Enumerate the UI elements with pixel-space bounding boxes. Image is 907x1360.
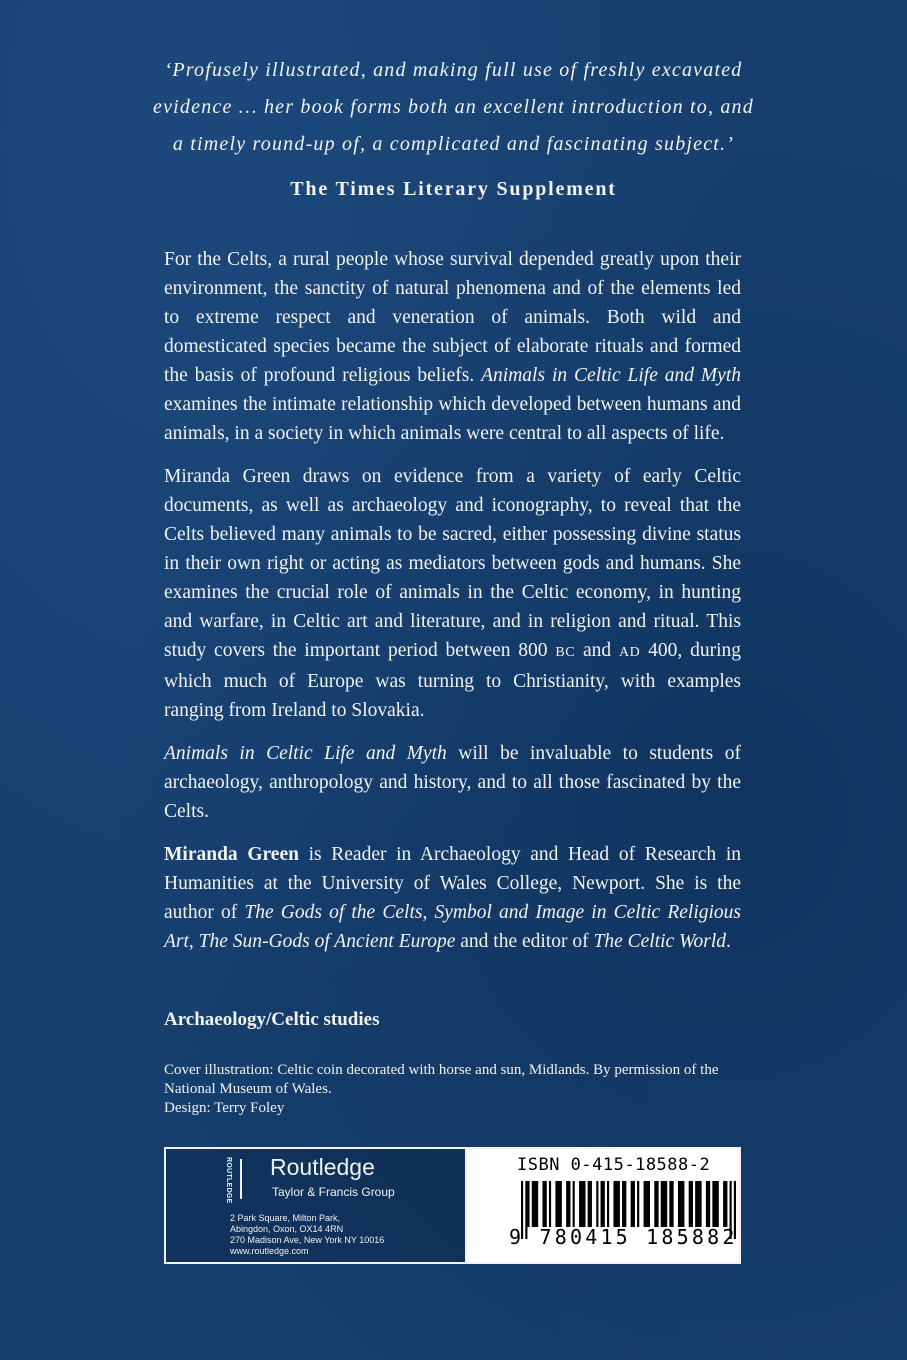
book-title: The Celtic World <box>593 931 727 952</box>
quote-line: ‘Profusely illustrated, and making full use of freshly excavated <box>164 59 743 81</box>
book-title: Animals in Celtic Life and Myth <box>164 743 447 764</box>
barcode-bar <box>543 1181 547 1227</box>
text: examines the intimate relationship which developed between humans and animals, in a society in which animals were central to all aspects of life. <box>164 394 741 444</box>
address-line: 2 Park Square, Milton Park, <box>230 1213 341 1223</box>
barcode-bar <box>689 1181 693 1227</box>
barcode-bar <box>723 1181 727 1227</box>
text: . <box>726 931 731 952</box>
publisher-barcode-band <box>164 1147 741 1264</box>
blurb-paragraph-3 <box>164 739 741 826</box>
barcode-bar <box>669 1181 673 1227</box>
text: is Reader in Archaeology and Head of Research in Humanities at the University of Wales College, Newport. She is the author of <box>164 844 741 923</box>
barcode-bar <box>579 1181 585 1227</box>
address-line: 270 Madison Ave, New York NY 10016 <box>230 1235 385 1245</box>
barcode-bar <box>654 1181 658 1227</box>
review-quote <box>150 52 757 163</box>
barcode-bar <box>566 1181 570 1227</box>
publisher-name: Routledge <box>270 1154 375 1180</box>
isbn-label: ISBN 0-415-18588-2 <box>517 1155 711 1175</box>
text: and <box>575 640 619 661</box>
barcode-block <box>467 1149 739 1262</box>
barcode-bar <box>601 1181 605 1227</box>
barcode-bar <box>706 1181 710 1227</box>
book-title: The Sun-Gods of Ancient Europe <box>198 931 456 952</box>
publisher-logo-rule <box>240 1159 242 1199</box>
barcode-bar <box>637 1181 639 1227</box>
barcode-bar <box>555 1181 561 1227</box>
barcode-bar <box>695 1181 701 1227</box>
barcode-bar <box>613 1181 619 1227</box>
barcode-bar <box>573 1181 575 1227</box>
blurb <box>164 245 741 970</box>
book-title: Symbol and Image in Celtic Religious Art <box>164 902 742 952</box>
quote-source: The Times Literary Supplement <box>290 178 617 200</box>
barcode-bar <box>588 1181 592 1227</box>
barcode-bar <box>712 1181 718 1227</box>
ean-number: 9 780415 185882 <box>509 1225 738 1249</box>
barcode-bar <box>622 1181 626 1227</box>
author-name: Miranda Green <box>164 844 299 865</box>
era-label: AD <box>618 645 641 660</box>
publisher-address <box>230 1213 384 1257</box>
barcode-bar <box>661 1181 667 1227</box>
barcode-bar <box>532 1181 538 1227</box>
publisher-block <box>166 1149 467 1262</box>
text: 400, during which much of Europe was turning to Christianity, with examples ranging from Ireland to Slovakia. <box>164 640 742 721</box>
barcode-bar <box>644 1181 650 1227</box>
credits <box>164 1061 754 1118</box>
text: , <box>188 931 199 952</box>
text: and the editor of <box>455 931 594 952</box>
book-title: Animals in Celtic Life and Myth <box>481 365 741 386</box>
era-label: BC <box>555 645 576 660</box>
design-credit: Design: Terry Foley <box>164 1100 285 1116</box>
blurb-paragraph-1 <box>164 245 741 448</box>
barcode-bar <box>527 1181 529 1227</box>
barcode-bar <box>596 1181 598 1227</box>
text: will be invaluable to students of archaeology, anthropology and history, and to all those fascinated by the Celts. <box>164 743 741 822</box>
author-bio <box>164 840 741 956</box>
barcode-bar <box>678 1181 684 1227</box>
barcode-bar <box>549 1181 551 1227</box>
quote-line: a timely round-up of, a complicated and fascinating subject.’ <box>172 133 735 155</box>
barcode-bar <box>607 1181 609 1227</box>
subject-category: Archaeology/Celtic studies <box>164 1009 380 1030</box>
illustration-credit: Cover illustration: Celtic coin decorated with horse and sun, Midlands. By permission of the National Museum of Wales. <box>164 1062 719 1097</box>
address-line: Abingdon, Oxon, OX14 4RN <box>230 1224 344 1234</box>
text: Miranda Green draws on evidence from a variety of early Celtic documents, as well as archaeology and iconography, to reveal that the Celts believed many animals to be sacred, either possessing divine status in their own right or acting as mediators between gods and humans. She examines the crucial role of animals in the Celtic economy, in hunting and warfare, in Celtic art and literature, and in religion and ritual. This study covers the important period between 800 <box>164 466 741 661</box>
text: , <box>422 902 435 923</box>
publisher-group: Taylor & Francis Group <box>272 1185 395 1199</box>
publisher-logo-text: ROUTLEDGE <box>225 1157 232 1204</box>
quote-line: evidence … her book forms both an excellent introduction to, and <box>153 96 754 118</box>
text: For the Celts, a rural people whose survival depended greatly upon their environment, the sanctity of natural phenomena and of the elements led to extreme respect and veneration of animals. Both wild and domesticated species became the subject of elaborate rituals and formed the basis of profound religious beliefs. <box>164 249 741 386</box>
book-title: The Gods of the Celts <box>244 902 423 923</box>
address-line: www.routledge.com <box>230 1246 309 1256</box>
barcode-bar <box>631 1181 635 1227</box>
blurb-paragraph-2 <box>164 462 741 725</box>
